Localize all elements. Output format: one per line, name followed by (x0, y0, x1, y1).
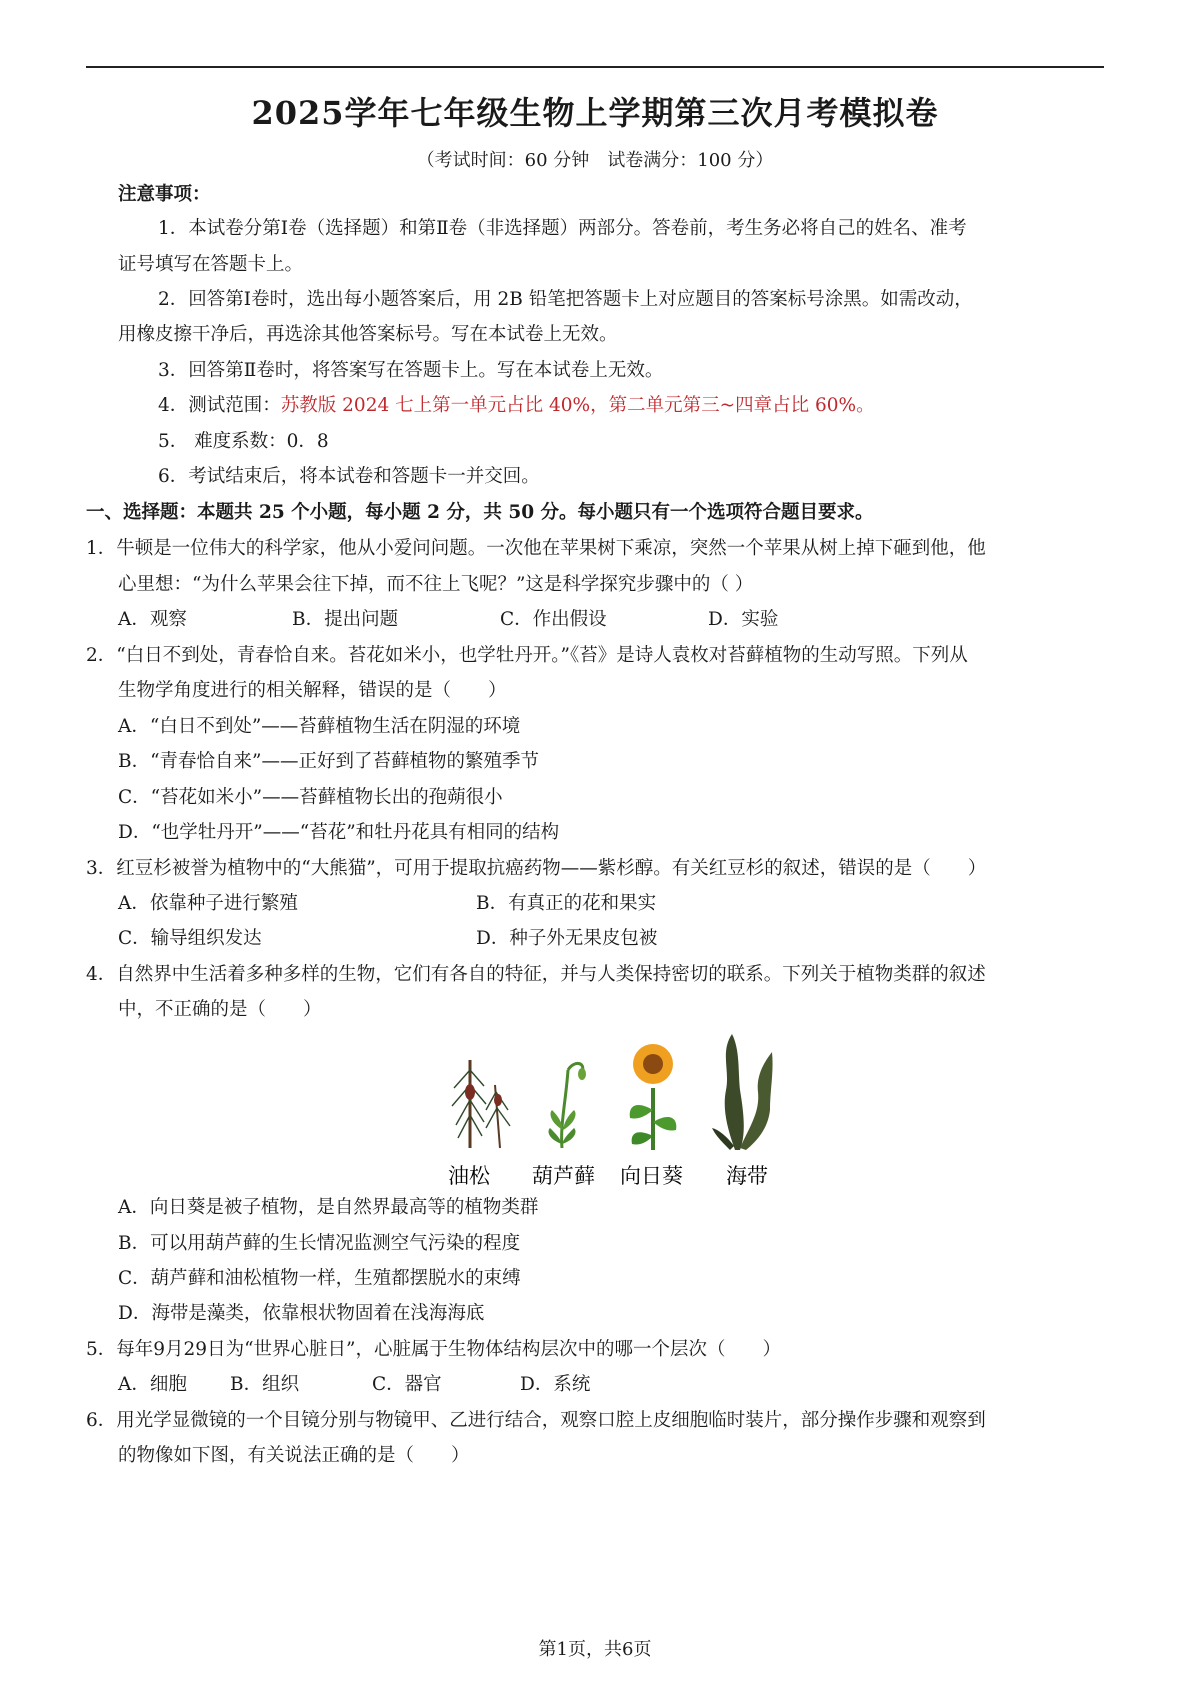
note-4 (158, 397, 875, 416)
page-number: 第1页，共6页 (538, 1639, 652, 1660)
q5-stem: 5．每年9月29日为“世界心脏日”，心脏属于生物体结构层次中的哪一个层次（ ） (86, 1339, 781, 1360)
q4-stem-line-2: 中，不正确的是（ ） (118, 999, 322, 1020)
q2-stem-line-1: 2．“白日不到处，青春恰自来。苔花如米小，也学牡丹开。”《苔》是诗人袁枚对苔藓植物的生动写照。下列从 (86, 645, 968, 666)
q3-option-c: C．输导组织发达 (118, 928, 262, 949)
q3-option-d: D．种子外无果皮包被 (476, 928, 658, 949)
q1-stem-line-2: 心里想：“为什么苹果会往下掉，而不往上飞呢？”这是科学探究步骤中的（ ） (118, 574, 754, 595)
note-2-line-2: 用橡皮擦干净后，再选涂其他答案标号。写在本试卷上无效。 (118, 324, 618, 345)
q4-option-c: C．葫芦藓和油松植物一样，生殖都摆脱水的束缚 (118, 1268, 521, 1289)
notes-heading: 注意事项： (118, 184, 211, 205)
q6-stem-line-1: 6．用光学显微镜的一个目镜分别与物镜甲、乙进行结合，观察口腔上皮细胞临时装片，部分操作步骤和观察到 (86, 1410, 986, 1431)
q5-option-a: A．细胞 (118, 1374, 187, 1395)
q1-option-a: A．观察 (118, 609, 187, 630)
q6-stem-line-2: 的物像如下图，有关说法正确的是（ ） (118, 1445, 470, 1466)
q1-option-b: B．提出问题 (292, 609, 399, 630)
q4-option-a: A．向日葵是被子植物，是自然界最高等的植物类群 (118, 1197, 539, 1218)
figure-label-sunflower: 向日葵 (620, 1164, 683, 1188)
q3-stem: 3．红豆杉被誉为植物中的“大熊猫”，可用于提取抗癌药物——紫杉醇。有关红豆杉的叙述，错误的是（ ） (86, 858, 987, 879)
q3-option-a: A．依靠种子进行繁殖 (118, 893, 298, 914)
note-6: 6．考试结束后，将本试卷和答题卡一并交回。 (158, 466, 540, 487)
q2-option-d: D．“也学牡丹开”——“苔花”和牡丹花具有相同的结构 (118, 822, 560, 843)
note-2-line-1: 2．回答第Ⅰ卷时，选出每小题答案后，用 2B 铅笔把答题卡上对应题目的答案标号涂黑。如需改动， (158, 289, 973, 310)
top-rule (86, 66, 1104, 68)
section-1-heading: 一、选择题：本题共 25 个小题，每小题 2 分，共 50 分。每小题只有一个选项符合题目要求。 (86, 502, 874, 523)
note-4-label: 4．测试范围： (158, 395, 281, 416)
q3-option-b: B．有真正的花和果实 (476, 893, 657, 914)
q5-option-c: C．器官 (372, 1374, 442, 1395)
q4-option-d: D．海带是藻类，依靠根状物固着在浅海海底 (118, 1303, 485, 1324)
moss-illustration (549, 1063, 587, 1148)
figure-label-kelp: 海带 (726, 1164, 768, 1188)
page-title: 2025学年七年级生物上学期第三次月考模拟卷 (251, 94, 939, 132)
figure-label-moss: 葫芦藓 (532, 1164, 595, 1188)
pine-illustration (452, 1060, 510, 1148)
q2-stem-line-2: 生物学角度进行的相关解释，错误的是（ ） (118, 680, 507, 701)
exam-info: （考试时间：60 分钟 试卷满分：100 分） (416, 150, 774, 171)
q1-stem-line-1: 1．牛顿是一位伟大的科学家，他从小爱问问题。一次他在苹果树下乘凉，突然一个苹果从树上掉下砸到他，他 (86, 538, 986, 559)
plant-figure (440, 1030, 790, 1190)
note-1-line-2: 证号填写在答题卡上。 (118, 254, 304, 275)
q1-option-d: D．实验 (708, 609, 779, 630)
q2-option-b: B．“青春恰自来”——正好到了苔藓植物的繁殖季节 (118, 751, 540, 772)
kelp-illustration (712, 1034, 773, 1150)
note-4-scope: 苏教版 2024 七上第一单元占比 40%，第二单元第三~四章占比 60%。 (280, 395, 875, 416)
note-3: 3．回答第Ⅱ卷时，将答案写在答题卡上。写在本试卷上无效。 (158, 360, 664, 381)
sunflower-illustration (630, 1044, 677, 1150)
q4-stem-line-1: 4．自然界中生活着多种多样的生物，它们有各自的特征，并与人类保持密切的联系。下列关于植物类群的叙述 (86, 964, 986, 985)
note-1-line-1: 1．本试卷分第Ⅰ卷（选择题）和第Ⅱ卷（非选择题）两部分。答卷前，考生务必将自己的姓名、准考 (158, 218, 967, 239)
note-5: 5． 难度系数：0．8 (158, 431, 329, 452)
q2-option-a: A．“白日不到处”——苔藓植物生活在阴湿的环境 (118, 716, 521, 737)
q2-option-c: C．“苔花如米小”——苔藓植物长出的孢蒴很小 (118, 787, 503, 808)
q1-option-c: C．作出假设 (500, 609, 607, 630)
q5-option-b: B．组织 (230, 1374, 300, 1395)
figure-label-pine: 油松 (448, 1164, 490, 1188)
q4-option-b: B．可以用葫芦藓的生长情况监测空气污染的程度 (118, 1233, 521, 1254)
q5-option-d: D．系统 (520, 1374, 591, 1395)
